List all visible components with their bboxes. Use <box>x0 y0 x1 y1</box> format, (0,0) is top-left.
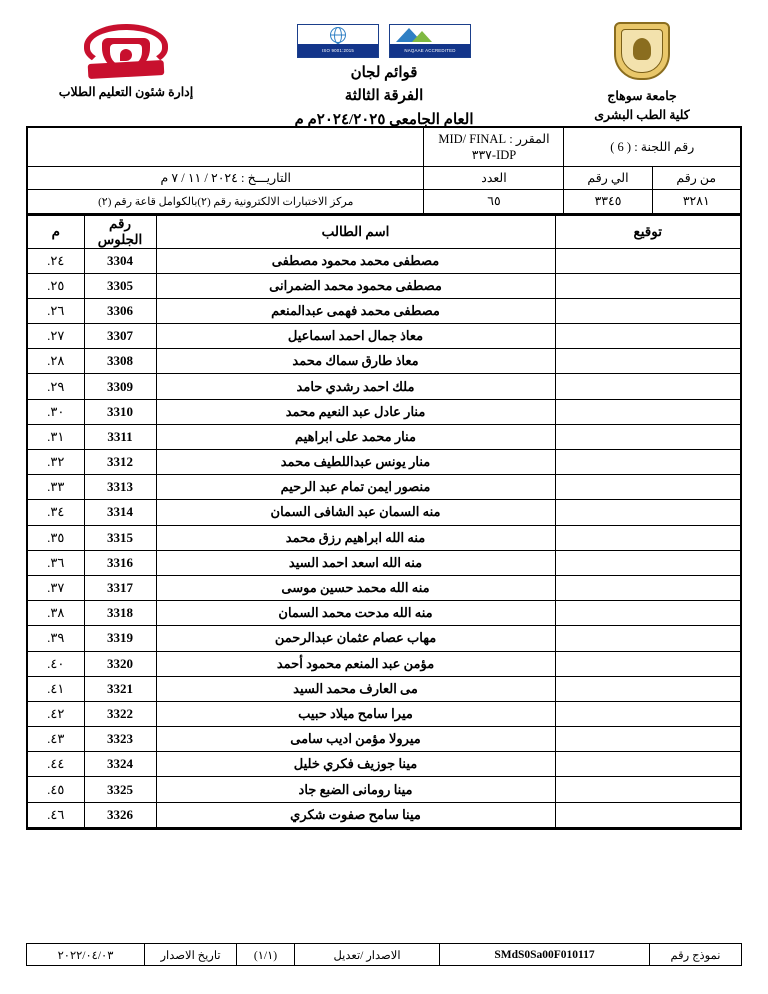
student-name-cell: مصطفى محمود محمد الضمرانى <box>156 273 555 298</box>
signature-cell[interactable] <box>555 550 740 575</box>
row-index-cell: ٤٣. <box>28 727 84 752</box>
table-row <box>28 727 740 752</box>
student-name-cell: مصطفى محمد فهمى عبدالمنعم <box>156 298 555 323</box>
table-row <box>28 399 740 424</box>
student-name-cell: مينا رومانى الضبع جاد <box>156 777 555 802</box>
row-index-cell: ٢٩. <box>28 374 84 399</box>
document-footer <box>26 943 742 966</box>
table-row <box>28 525 740 550</box>
row-index-cell: ٤٠. <box>28 651 84 676</box>
form-code: SMdS0Sa00F010117 <box>440 944 650 966</box>
info-row-3 <box>28 190 740 213</box>
row-index-cell: ٤٢. <box>28 701 84 726</box>
signature-cell[interactable] <box>555 399 740 424</box>
students-table-body <box>28 248 740 827</box>
seat-number-cell: 3309 <box>84 374 156 399</box>
row-index-cell: ٣٠. <box>28 399 84 424</box>
row-index-cell: ٣٩. <box>28 626 84 651</box>
accreditation-logos <box>220 24 548 58</box>
row-index-cell: ٤٥. <box>28 777 84 802</box>
student-name-cell: منه السمان عبد الشافى السمان <box>156 500 555 525</box>
seat-number-cell: 3306 <box>84 298 156 323</box>
date-label-text: التاريـــخ : <box>240 171 291 185</box>
issue-date-value: ٢٠٢٢/٠٤/٠٣ <box>27 944 145 966</box>
row-index-cell: ٤٦. <box>28 802 84 827</box>
table-row <box>28 273 740 298</box>
student-name-cell: مينا جوزيف فكري خليل <box>156 752 555 777</box>
header-index: م <box>28 215 84 248</box>
seat-number-cell: 3305 <box>84 273 156 298</box>
footer-table <box>26 943 742 966</box>
student-name-cell: ملك احمد رشدي حامد <box>156 374 555 399</box>
signature-cell[interactable] <box>555 777 740 802</box>
naqaae-accreditation-icon <box>389 24 471 58</box>
seat-number-cell: 3321 <box>84 676 156 701</box>
header-signature: توقيع <box>555 215 740 248</box>
table-row <box>28 550 740 575</box>
table-row <box>28 626 740 651</box>
table-row <box>28 500 740 525</box>
table-row <box>28 374 740 399</box>
student-name-cell: منصور ايمن تمام عبد الرحيم <box>156 475 555 500</box>
seat-number-cell: 3307 <box>84 324 156 349</box>
row-index-cell: ٢٥. <box>28 273 84 298</box>
student-name-cell: ميرولا مؤمن اديب سامى <box>156 727 555 752</box>
seat-number-cell: 3324 <box>84 752 156 777</box>
from-number-value: ٣٢٨١ <box>652 190 740 213</box>
student-affairs-label: إدارة شئون التعليم الطلاب <box>58 85 194 99</box>
row-index-cell: ٣٥. <box>28 525 84 550</box>
signature-cell[interactable] <box>555 601 740 626</box>
row-index-cell: ٢٦. <box>28 298 84 323</box>
row-index-cell: ٣٣. <box>28 475 84 500</box>
student-name-cell: مصطفى محمد محمود مصطفى <box>156 248 555 273</box>
signature-cell[interactable] <box>555 525 740 550</box>
signature-cell[interactable] <box>555 475 740 500</box>
seat-number-cell: 3326 <box>84 802 156 827</box>
signature-cell[interactable] <box>555 802 740 827</box>
university-name-line1: جامعة سوهاج <box>607 89 677 103</box>
faculty-name-line2: كلية الطب البشرى <box>594 107 690 122</box>
seat-number-cell: 3318 <box>84 601 156 626</box>
iso-certification-icon <box>297 24 379 58</box>
seat-number-cell: 3319 <box>84 626 156 651</box>
signature-cell[interactable] <box>555 676 740 701</box>
seat-number-cell: 3320 <box>84 651 156 676</box>
row-index-cell: ٣٦. <box>28 550 84 575</box>
students-table <box>28 215 740 828</box>
row-index-cell: ٣٤. <box>28 500 84 525</box>
table-row <box>28 802 740 827</box>
info-blank-1 <box>28 128 424 167</box>
table-row <box>28 349 740 374</box>
student-name-cell: منار يونس عبداللطيف محمد <box>156 450 555 475</box>
header-seat-number: رقم الجلوس <box>84 215 156 248</box>
row-index-cell: ٢٨. <box>28 349 84 374</box>
course-value: MID/ FINAL IDP-٣٣٧ <box>438 132 517 162</box>
to-number-label: الي رقم <box>564 167 652 190</box>
row-index-cell: ٣٨. <box>28 601 84 626</box>
header-student-name: اسم الطالب <box>156 215 555 248</box>
signature-cell[interactable] <box>555 248 740 273</box>
info-row-1 <box>28 128 740 167</box>
signature-cell[interactable] <box>555 626 740 651</box>
table-row <box>28 752 740 777</box>
student-name-cell: منه الله محمد حسين موسى <box>156 575 555 600</box>
student-name-cell: منه الله مدحت محمد السمان <box>156 601 555 626</box>
signature-cell[interactable] <box>555 651 740 676</box>
student-name-cell: مؤمن عبد المنعم محمود أحمد <box>156 651 555 676</box>
table-row <box>28 324 740 349</box>
row-index-cell: ٢٧. <box>28 324 84 349</box>
seat-number-cell: 3311 <box>84 424 156 449</box>
iso-caption: ISO 9001:2015 <box>298 44 378 57</box>
student-name-cell: منه الله ابراهيم رزق محمد <box>156 525 555 550</box>
table-row <box>28 450 740 475</box>
exam-info-table <box>28 128 740 213</box>
student-name-cell: مهاب عصام عثمان عبدالرحمن <box>156 626 555 651</box>
table-row <box>28 777 740 802</box>
exam-place-value: مركز الاختبارات الالكترونية رقم (٢)بالكوامل قاعة رقم (٢) <box>28 190 424 213</box>
student-affairs-block <box>32 22 220 102</box>
seat-number-cell: 3315 <box>84 525 156 550</box>
row-index-cell: ٢٤. <box>28 248 84 273</box>
seat-number-cell: 3316 <box>84 550 156 575</box>
signature-cell[interactable] <box>555 450 740 475</box>
seat-number-cell: 3310 <box>84 399 156 424</box>
seat-number-cell: 3313 <box>84 475 156 500</box>
table-row <box>28 475 740 500</box>
version-value: (١/١) <box>237 944 295 966</box>
info-row-2 <box>28 167 740 190</box>
course-label <box>424 128 564 167</box>
course-label-text: المقرر : <box>509 132 550 146</box>
table-row <box>28 701 740 726</box>
seat-number-cell: 3322 <box>84 701 156 726</box>
header-center <box>220 22 548 132</box>
row-index-cell: ٣٧. <box>28 575 84 600</box>
student-name-cell: مينا سامح صفوت شكري <box>156 802 555 827</box>
student-name-cell: معاذ جمال احمد اسماعيل <box>156 324 555 349</box>
signature-cell[interactable] <box>555 727 740 752</box>
red-crescent-logo-icon <box>80 22 172 80</box>
signature-cell[interactable] <box>555 349 740 374</box>
seat-number-cell: 3325 <box>84 777 156 802</box>
document-header <box>26 18 742 126</box>
student-name-cell: منار محمد على ابراهيم <box>156 424 555 449</box>
from-number-label: من رقم <box>652 167 740 190</box>
signature-cell[interactable] <box>555 273 740 298</box>
signature-cell[interactable] <box>555 752 740 777</box>
doc-title-line3: العام الجامعى ٢٠٢٤/٢٠٢٥م م <box>294 111 474 128</box>
row-index-cell: ٣٢. <box>28 450 84 475</box>
signature-cell[interactable] <box>555 374 740 399</box>
version-label: الاصدار /تعديل <box>295 944 440 966</box>
seat-number-cell: 3317 <box>84 575 156 600</box>
count-value: ٦٥ <box>424 190 564 213</box>
student-name-cell: منه الله اسعد احمد السيد <box>156 550 555 575</box>
issue-date-label: تاريخ الاصدار <box>145 944 237 966</box>
doc-title-line2: الفرقة الثالثة <box>344 88 424 105</box>
table-row <box>28 298 740 323</box>
doc-title-line1: قوائم لجان <box>350 65 418 81</box>
table-row <box>28 424 740 449</box>
students-section <box>26 215 742 830</box>
university-block <box>548 22 736 125</box>
row-index-cell: ٣١. <box>28 424 84 449</box>
exam-date <box>28 167 424 190</box>
signature-cell[interactable] <box>555 298 740 323</box>
date-value: ٢٠٢٤ / ١١ / ٧ م <box>160 171 238 185</box>
student-name-cell: ميرا سامح ميلاد حبيب <box>156 701 555 726</box>
row-index-cell: ٤٤. <box>28 752 84 777</box>
table-row <box>28 601 740 626</box>
naqaae-caption: NAQAAE ACCREDITED <box>390 44 470 57</box>
exam-info-section <box>26 126 742 215</box>
row-index-cell: ٤١. <box>28 676 84 701</box>
student-name-cell: منار عادل عبد النعيم محمد <box>156 399 555 424</box>
signature-cell[interactable] <box>555 500 740 525</box>
students-table-header-row <box>28 215 740 248</box>
form-number-label: نموذج رقم <box>650 944 742 966</box>
signature-cell[interactable] <box>555 424 740 449</box>
signature-cell[interactable] <box>555 701 740 726</box>
university-logo-icon <box>611 22 673 84</box>
count-label: العدد <box>424 167 564 190</box>
student-name-cell: معاذ طارق سماك محمد <box>156 349 555 374</box>
table-row <box>28 248 740 273</box>
footer-row <box>27 944 742 966</box>
signature-cell[interactable] <box>555 324 740 349</box>
table-row <box>28 651 740 676</box>
table-row <box>28 676 740 701</box>
table-row <box>28 575 740 600</box>
to-number-value: ٣٣٤٥ <box>564 190 652 213</box>
seat-number-cell: 3323 <box>84 727 156 752</box>
committee-number: رقم اللجنة : ( 6 ) <box>564 128 740 167</box>
seat-number-cell: 3314 <box>84 500 156 525</box>
signature-cell[interactable] <box>555 575 740 600</box>
seat-number-cell: 3308 <box>84 349 156 374</box>
seat-number-cell: 3312 <box>84 450 156 475</box>
student-name-cell: مى العارف محمد السيد <box>156 676 555 701</box>
seat-number-cell: 3304 <box>84 248 156 273</box>
